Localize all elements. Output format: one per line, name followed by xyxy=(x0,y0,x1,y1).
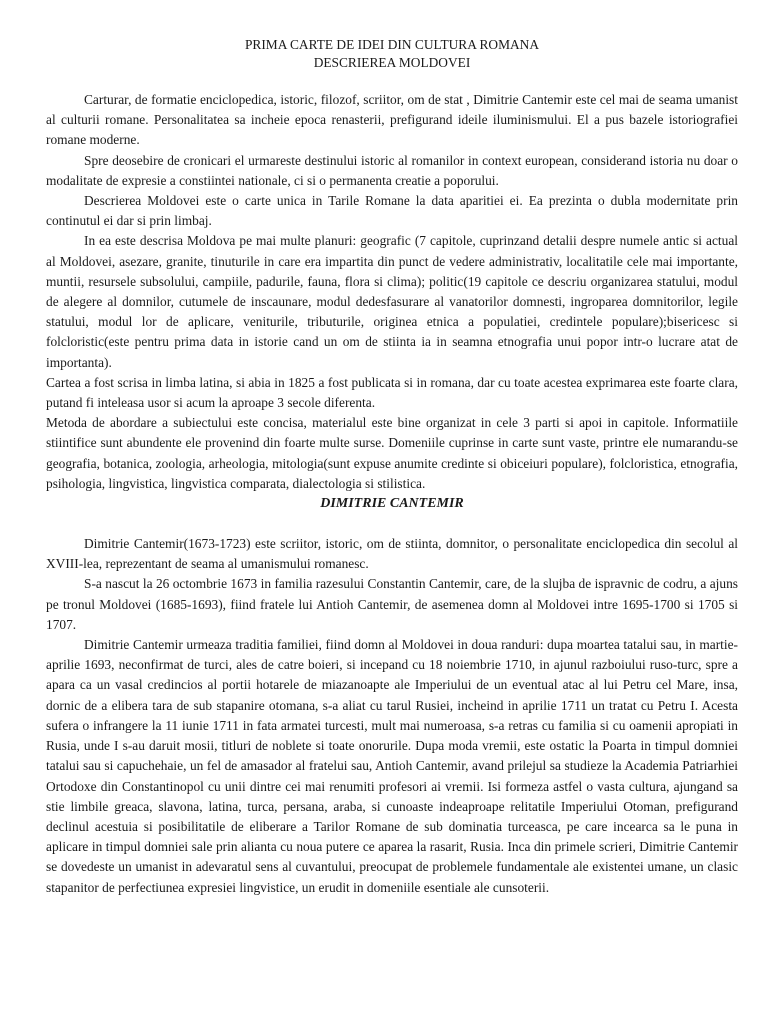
paragraph: Dimitrie Cantemir(1673-1723) este scriitor, istoric, om de stiinta, domnitor, o personalitate enciclopedica din secolul al XVIII-lea, reprezentant de seama al umanismului romanesc. xyxy=(46,536,738,572)
paragraph: Spre deosebire de cronicari el urmareste destinului istoric al romanilor in context european, considerand istoria nu doar o modalitate de expresie a constiintei nationale, ci si o permanenta creatie a poporului. xyxy=(46,152,738,188)
paragraph: Carturar, de formatie enciclopedica, istoric, filozof, scriitor, om de stat , Dimitrie Cantemir este cel mai de seama umanist al culturii romane. Personalitatea sa incheie epoca renasterii, prefigurand ideile iluminismului. El a pus bazele istoriografiei romane moderne. xyxy=(46,92,738,148)
paragraph: S-a nascut la 26 octombrie 1673 in familia razesului Constantin Cantemir, care, de la slujba de ispravnic de codru, a ajuns pe tronul Moldovei (1685-1693), fiind fratele lui Antioh Cantemir, de asemenea domn al Moldovei intre 1695-1700 si 1705 si 1707. xyxy=(46,576,738,632)
paragraph: Descrierea Moldovei este o carte unica in Tarile Romane la data aparitiei ei. Ea prezinta o dubla modernitate prin continutul ei dar si prin limbaj. xyxy=(46,193,738,229)
paragraph: Cartea a fost scrisa in limba latina, si abia in 1825 a fost publicata si in romana, dar cu toate acestea exprimarea este foarte clara, putand fi inteleasa usor si acum la aproape 3 secole diferenta. xyxy=(46,374,738,411)
spacer xyxy=(46,514,738,534)
document-title: PRIMA CARTE DE IDEI DIN CULTURA ROMANA xyxy=(244,37,540,52)
document-subtitle: DESCRIEREA MOLDOVEI xyxy=(313,55,471,70)
title-block xyxy=(46,36,738,72)
paragraph: Dimitrie Cantemir urmeaza traditia familiei, fiind domn al Moldovei in doua randuri: dupa moartea tatalui sau, in martie-aprilie 1693, neconfirmat de turci, ales de catre boieri, si incepand cu 18 noiembrie 1710, in ajunul razboiului ruso-turc, spre a apara ca un vasal credincios al portii hotarele de miazanoapte ale Imperiului de un eventual atac al lui Petru cel Mare, insa, dornic de a elibera tara de sub stapanire otomana, s-a aliat cu tarul Rusiei, incheind in aprilie 1711 un tratat cu Petru I. Acesta sufera o infrangere la 11 iunie 1711 in fata armatei turcesti, mult mai numeroasa, s-a retras cu familia si cu oamenii apropiati in Rusia, unde I s-au daruit mosii, titluri de noblete si toate onorurile. Dupa moda vremii, este ostatic la Poarta in timpul domniei tatalui sau si capuchehaie, un fel de amasador al fratelui sau, Antioh Cantemir, avand prilejul sa studieze la Academia Patriarhiei Ortodoxe din Constantinopol cu unii dintre cei mai renumiti profesori ai vremii. Isi formeza astfel o vasta cultura, ajungand sa stie limbile greaca, slavona, latina, turca, persana, araba, si cunoaste indeaproape relitatile Imperiului Otoman, prefigurand declinul acestuia si posibilitatile de eliberare a Tarilor Romane de sub dominatia turceasca, pe care incearca sa le puna in aplicare in timpul domniei sale prin alianta cu noua putere ce aparea la rasarit, Rusia. Inca din primele scrieri, Dimitrie Cantemir se dovedeste un umanist in adevaratul sens al cuvantului, preocupat de problemele fundamentale ale existentei umane, un clasic stapanitor de perfectiunea expresiei lingvistice, un erudit in domeniile esentiale ale cunsoterii. xyxy=(46,637,738,895)
paragraph: Metoda de abordare a subiectului este concisa, materialul este bine organizat in cele 3 parti si apoi in capitole. Informatiile stiintifice sunt abundente ele provenind din foarte multe surse. Domeniile cuprinse in carte sunt vaste, printre ele numarandu-se geografia, botanica, zoologia, arheologia, mitologia(sunt expuse anumite credinte si obiceiuri populare), folcloristica, etnografia, psihologia, lingvistica, lingvistica comparata, dialectologia si stilistica. xyxy=(46,415,738,491)
section-heading: DIMITRIE CANTEMIR xyxy=(320,496,464,512)
paragraph: In ea este descrisa Moldova pe mai multe planuri: geografic (7 capitole, cuprinzand detalii despre numele antic si actual al Moldovei, asezare, granite, tinuturile in care era impartita din punct de vedere administrativ, localitatile cele mai importante, muntii, resursele subsolului, campiile, padurile, fauna, flora si clima); politic(19 capitole ce descriu organizarea statului, modul de alegere al domnilor, cutumele de inscaunare, modul dedesfasurare al vanatorilor domnesti, ingroparea domnitorilor, legile statului, modul lor de aplicare, veniturile, tributurile, originea etnica a populatiei, credintele populare);bisericesc si folcloristic(este pentru prima data in istorie cand un om de stiinta ia in seamna etnografia unui popor intr-o lucrare atat de importanta). xyxy=(46,233,738,370)
